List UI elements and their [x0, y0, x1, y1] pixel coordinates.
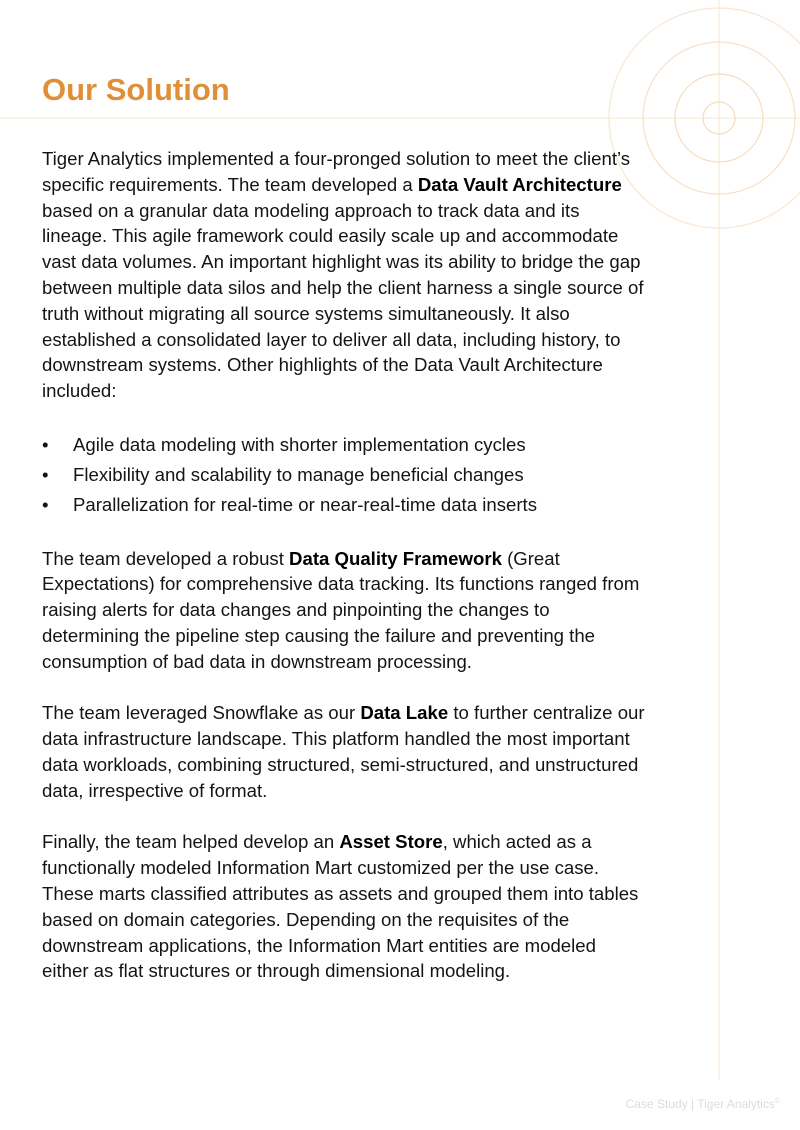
- list-item: • Parallelization for real-time or near-real-time data inserts: [42, 490, 647, 520]
- term-asset-store: Asset Store: [339, 831, 443, 853]
- paragraph-data-vault: Tiger Analytics implemented a four-pronged solution to meet the client’s specific requirements. The team developed a Data Vault Architecture based on a granular data modeling approach to track data and its lineage. This agile framework could easily scale up and accommodate vast data volumes. An important highlight was its ability to bridge the gap between multiple data silos and help the client harness a single source of truth without migrating all source systems simultaneously. It also established a consolidated layer to deliver all data, including history, to downstream systems. Other highlights of the Data Vault Architecture included:: [42, 148, 644, 402]
- list-item: • Flexibility and scalability to manage beneficial changes: [42, 460, 647, 490]
- footer-credit: Case Study | Tiger Analytics©: [625, 1097, 780, 1111]
- bullet-icon: •: [42, 463, 49, 485]
- term-data-vault-architecture: Data Vault Architecture: [417, 173, 622, 195]
- highlights-list: [42, 430, 647, 520]
- paragraph-data-quality: The team developed a robust Data Quality Framework (Great Expectations) for comprehensive data tracking. Its functions ranged from raising alerts for data changes and pinpointing the changes to determining the pipeline step causing the failure and preventing the consumption of bad data in downstream processing.: [42, 547, 640, 672]
- paragraph-asset-store: Finally, the team helped develop an Asset Store, which acted as a functionally modeled Information Mart customized per the use case. These marts classified attributes as assets and grouped them into tables based on domain categories. Depending on the requisites of the downstream applications, the Information Mart entities are modeled either as flat structures or through dimensional modeling.: [42, 831, 639, 982]
- list-item: • Agile data modeling with shorter implementation cycles: [42, 430, 647, 460]
- page-title: Our Solution: [42, 72, 230, 107]
- term-data-lake: Data Lake: [360, 702, 449, 724]
- bullet-icon: •: [42, 433, 49, 455]
- paragraph-data-lake: The team leveraged Snowflake as our Data Lake to further centralize our data infrastructure landscape. This platform handled the most important data workloads, combining structured, semi-structured, and unstructured data, irrespective of format.: [42, 702, 645, 801]
- term-data-quality-framework: Data Quality Framework: [289, 547, 502, 569]
- bullet-icon: •: [42, 493, 49, 515]
- main-content: [42, 146, 647, 984]
- copyright-icon: ©: [774, 1098, 780, 1105]
